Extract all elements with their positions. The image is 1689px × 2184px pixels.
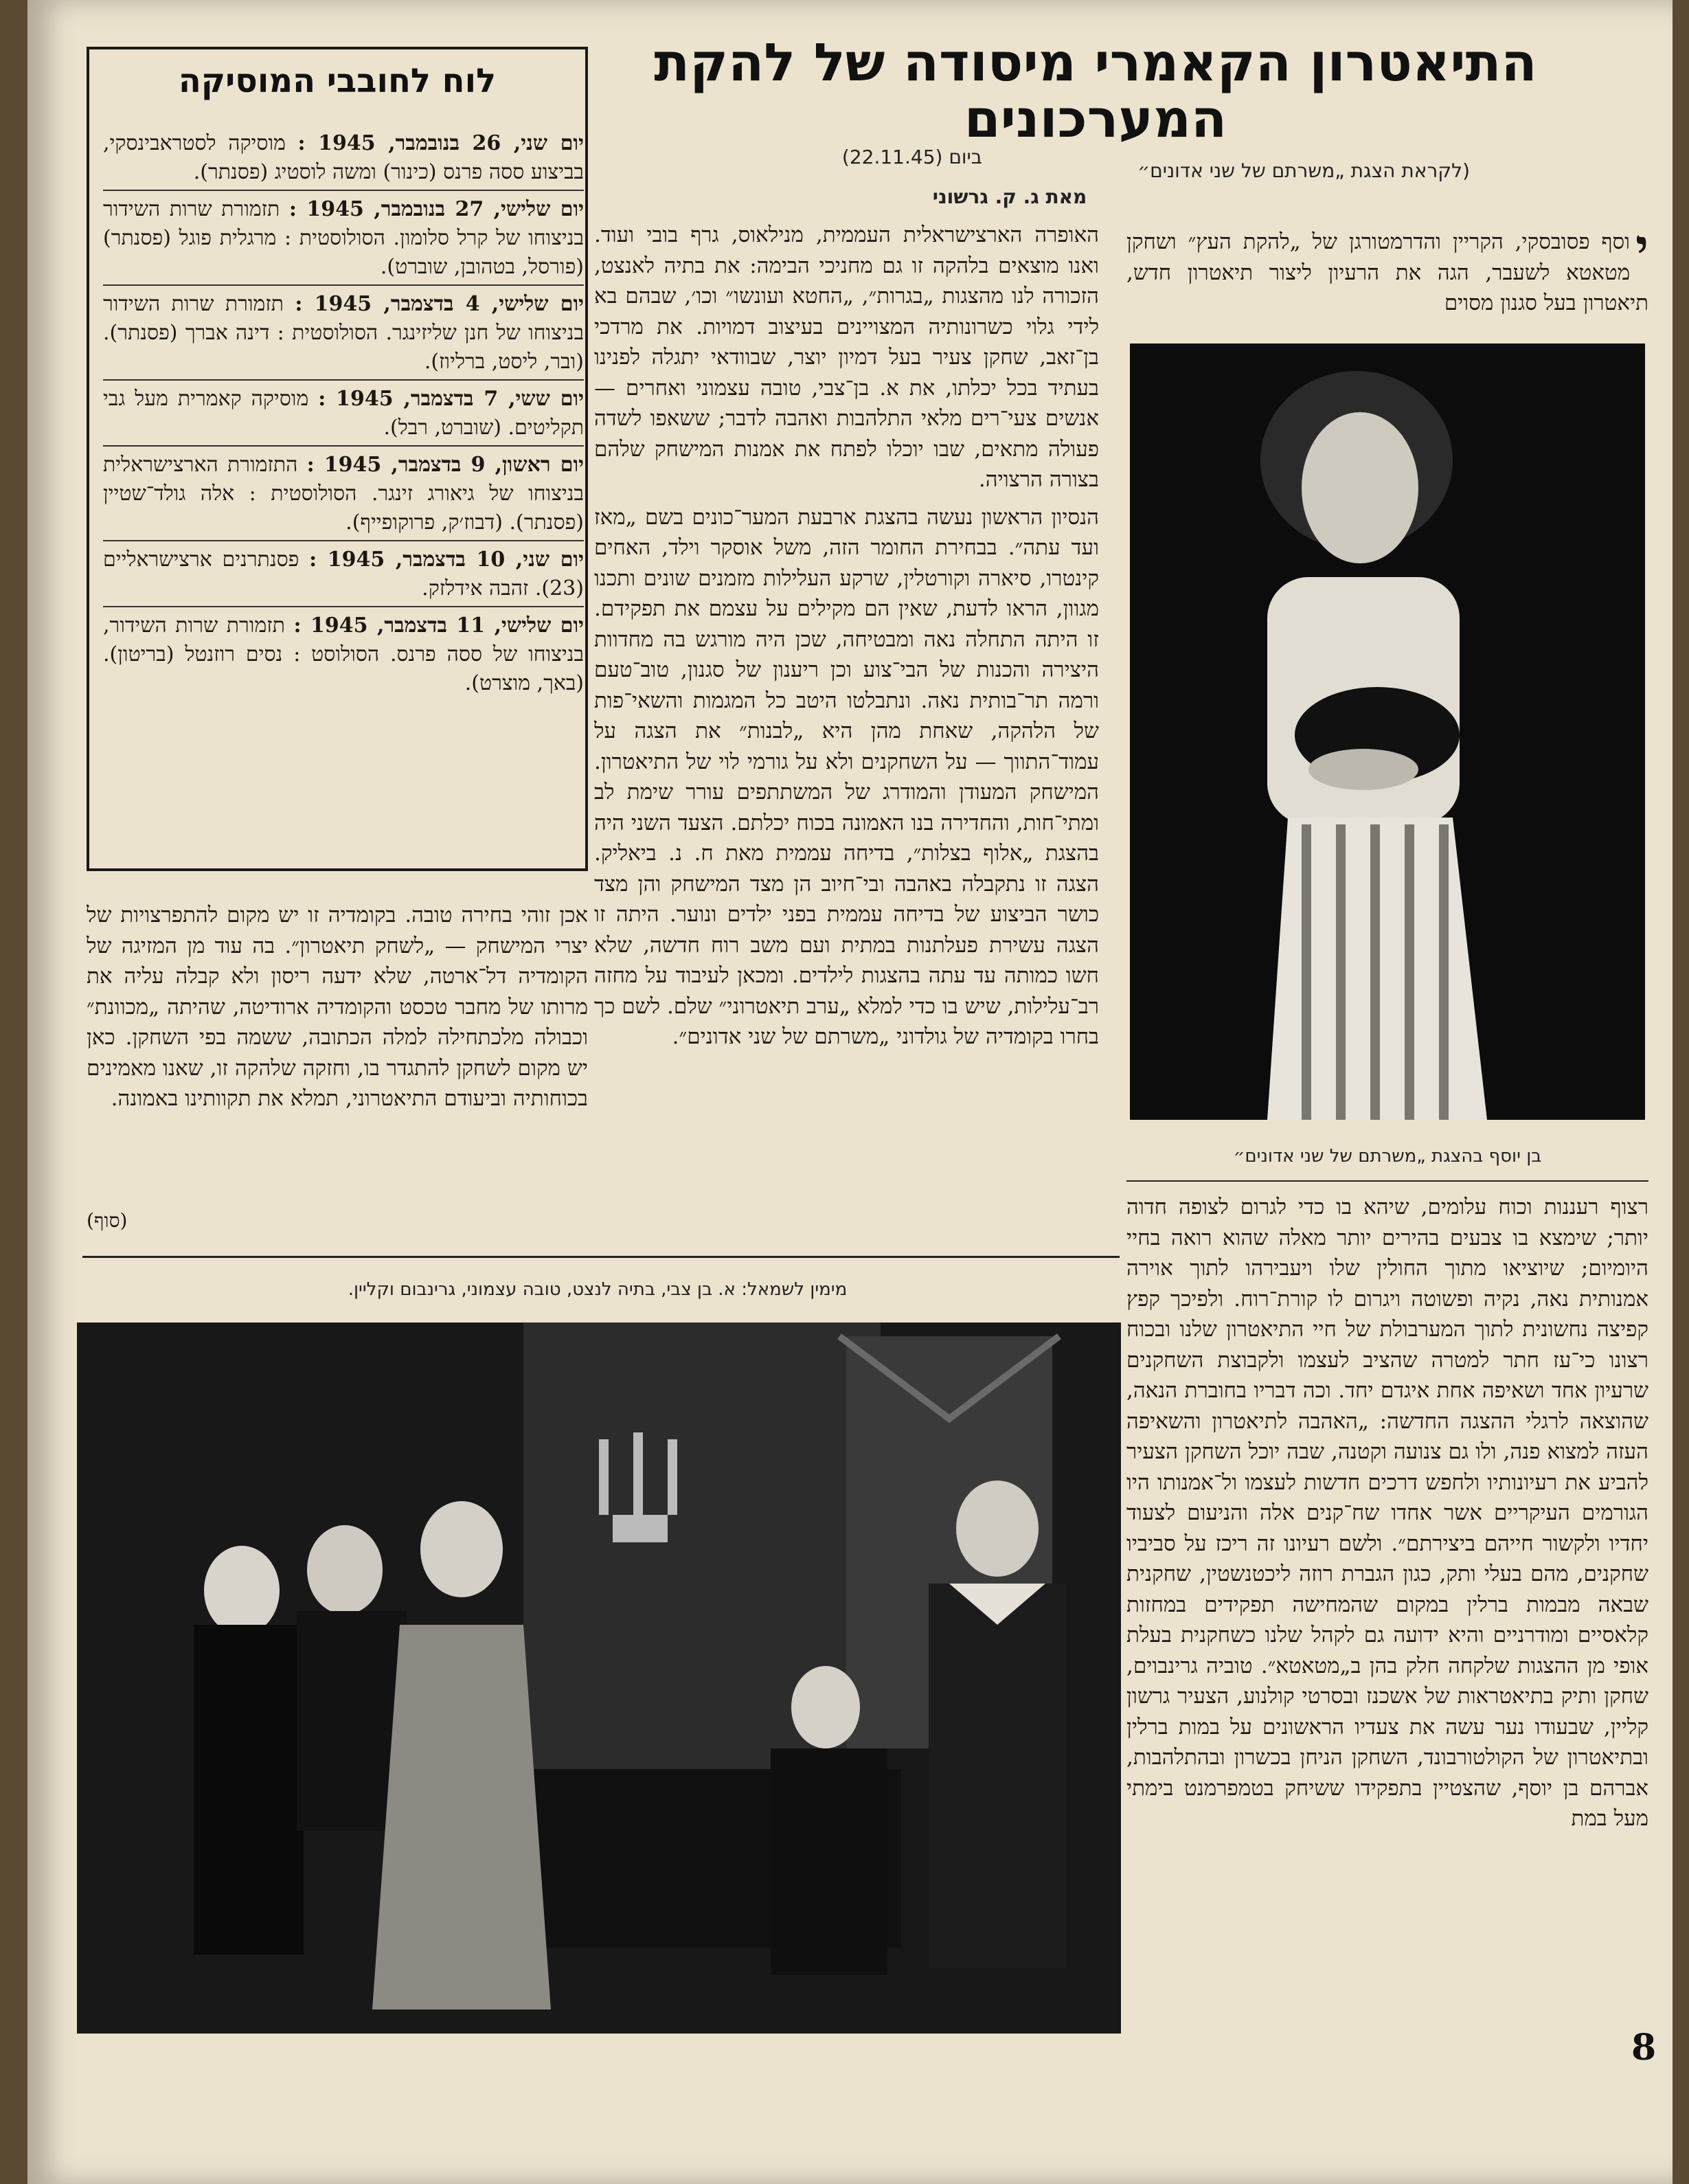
entry-date: יום שני, 26 בנובמבר, 1945 :: [297, 131, 584, 155]
entry-text: מוסיקה קאמרית מעל גבי תקליטים. (שוברט, רבל).: [103, 387, 584, 440]
entry-date: יום ששי, 7 בדצמבר, 1945 :: [318, 387, 584, 411]
dropcap: י: [1635, 227, 1648, 276]
actor-photo: [1130, 344, 1645, 1120]
schedule-entry: [103, 284, 584, 376]
article-left-column: אכן זוהי בחירה טובה. בקומדיה זו יש מקום להתפרצויות של יצרי המישחק — „לשחק תיאטרון״. בה עוד מן המזיגה של הקומדיה דל־ארטה, שלא ידעה ריסון ולא קבלה עליה את מרותו של מחבר טכסט והקומדיה ארודיטה, שהיתה „מכוונת״ וכבולה מלכתחילה למלה הכתובה, ששמה בפי השחקן. כאן יש מקום לשחקן להתגדר בו, וחזקה שלהקה זו, שאנו מאמינים בכוחותיה וביעודם התיאטרוני, תמלא את תקוותינו באמונה.: [87, 903, 588, 1111]
schedule-entry: [103, 379, 584, 442]
schedule-entry: [103, 445, 584, 537]
entry-date: יום שני, 10 בדצמבר, 1945 :: [309, 548, 584, 572]
stage-photo: [77, 1322, 1121, 2034]
schedule-entry: [103, 606, 584, 698]
entry-text: תזמורת שרות השידור, בניצוחו של ססה פרנס. הסולוסט : נסים רוזנטל (בריטון). (באך, מוצרט).: [103, 613, 584, 695]
paragraph: הנסיון הראשון נעשה בהצגת ארבעת המער־כונים בשם „מאז ועד עתה״. בבחירת החומר הזה, משל אוסקר וילד, האחים קינטרו, סיארה וקורטלין, שרקע העלילות מזמנים שונים ותכנו מגוון, הראו לדעת, שאין הם מקילים על עצמם את תפקידם. זו היתה התחלה נאה ומבטיחה, שכן היה מורגש בה מחדוות היצירה והכנות של הבי־צוע וכן ריענון של סגנון, טוב־טעם ורמה תר־בותית נאה. ונתבלטו היטב כל המגמות והשאי־פות של הלהקה, שאחת מהן היא „לבנות״ את הצגה על עמוד־התווך — על השחקנים ולא על גורמי לוי של התיאטרון. המישחק המעודן והמודרג של המשתתפים עורר שימת לב ומתי־חות, והחדירה בנו האמונה בכוח יכלתם. הצעד השני היה בהצגת „אלוף בצלות״, בדיחה עממית מאת ח. נ. ביאליק. הצגה זו נתקבלה באהבה ובי־חיוב הן מצד המישחק והן מצד כושר הביצוע של בדיחה עממית בפני ילדים ונוער. היתה זו הצגה עשירת פעלתנות במתית ועם משב רוח חדשה, שלא חשו כמותה עד עתה בהצגות לילדים. ומכאן לעיבוד על מחזה רב־עלילות, שיש בו כדי למלא „ערב תיאטרוני״ שלם. לשם כך בחרו בקומדיה של גולדוני „משרתם של שני אדונים״.: [594, 504, 1099, 1049]
page-number: 8: [1631, 2027, 1657, 2069]
entry-text: התזמורת הארצישראלית בניצוחו של גיאורג זינגר. הסולוסטית : אלה גולד־שטיין (פסנתר). (דבוז׳ק, פרוקופייף).: [103, 453, 584, 534]
paragraph: האופרה הארצישראלית העממית, מנילאוס, גרף בובי ועוד. ואנו מוצאים בלהקה זו גם מחניכי הבימה: את בתיה לאנצט, הזכורה לנו מהצגות „בגרות״, „החטא ועונשו״ וכו׳, שבהם בא לידי גלוי כשרונותיה המצויינים בעיצוב דמויות. את מרדכי בן־זאב, שחקן צעיר בעל דמיון יוצר, שבוודאי יתגלה לפנינו בעתיד בכל יכלתו, את א. בן־צבי, טובה עצמוני ואחרים — אנשים צעי־רים מלאי התלהבות ואהבה לדבר; ששאפו לשדה פעולה מתאים, שבו יוכלו לפתח את אמנות המישחק שלהם בצורה הרצויה.: [594, 223, 1099, 492]
stage-photo-caption: מימין לשמאל: א. בן צבי, בתיה לנצט, טובה עצמוני, גרינבום וקליין.: [348, 1279, 848, 1300]
bottom-rule: [82, 1256, 1120, 1258]
entry-date: יום שלישי, 4 בדצמבר, 1945 :: [295, 292, 584, 316]
byline: מאת ג. ק. גרשוני: [932, 185, 1087, 208]
magazine-page: [27, 0, 1673, 2184]
entry-date: יום ראשון, 9 בדצמבר, 1945 :: [306, 453, 584, 477]
box-title: לוח לחובבי המוסיקה: [178, 62, 497, 100]
schedule-entry: [103, 540, 584, 603]
headline: התיאטרון הקאמרי מיסודה של להקת המערכונים: [654, 32, 1537, 149]
actor-photo-illustration: [1130, 344, 1645, 1120]
entry-date: יום שלישי, 27 בנובמבר, 1945 :: [288, 197, 584, 221]
music-schedule-box: [87, 47, 588, 871]
actor-photo-caption: בן יוסף בהצגת „משרתם של שני אדונים״: [1233, 1146, 1542, 1167]
entry-text: פסנתרנים ארצישראליים (23). זהבה אידלזק.: [103, 548, 584, 600]
article-intro: [1126, 227, 1648, 340]
schedule-list: [103, 125, 584, 701]
caption-rule: [1126, 1180, 1648, 1182]
entry-text: תזמורת שרות השידור בניצוחו של קרל סלומון. הסולוסטית : מרגלית פוגל (פסנתר) (פורסל, בטהובן, שוברט).: [103, 197, 584, 279]
subtitle-right: (לקראת הצגת „משרתם של שני אדונים״: [1137, 159, 1470, 182]
intro-text: וסף פסובסקי, הקריין והדרמטורגן של „להקת העץ״ ושחקן מטאטא לשעבר, הגה את הרעיון ליצור תיאטרון חדש, תיאטרון בעל סגנון מסוים: [1126, 229, 1648, 315]
schedule-entry: [103, 190, 584, 282]
end-mark: (סוף): [87, 1209, 128, 1232]
article-middle-column: [594, 220, 1099, 1243]
schedule-entry: [103, 125, 584, 187]
entry-text: מוסיקה לסטראבינסקי, בביצוע ססה פרנס (כינור) ומשה לוסטיג (פסנתר).: [103, 131, 584, 184]
article-right-column: רצוף רעננות וכוח עלומים, שיהא בו כדי לגרום לצופה חדוה יותר; שימצא בו צבעים בהירים יותר מאלה שהוא רואה בחיי היומיום; שיוציאו מתוך החולין שלו ויעבירהו לתוך אוירה אמנותית נאה, נקיה ופשוטה ויגרום לו קורת־רוח. ולפיכך קפץ קפיצה נחשונית לתוך המערבולת של חיי התיאטרון שלנו ובכוח רצונו כי־עז חתר למטרה שהציב לעצמו ולקבוצת השחקנים שרעיון אחד ושאיפה אחת איגדם יחד. וכה דבריו בחוברת הנאה, שהוצאה לרגלי ההצגה החדשה: „האהבה לתיאטרון והשאיפה העזה למצוא פנה, ולו גם צנועה וקטנה, שבה יוכל השחקן הצעיר להביע את רעיונותיו ולחפש דרכים חדשות לעצמו ול־אמנותו היו הגורמים העיקריים אשר אחדו שח־קנים אלה והניעום לצעוד יחדיו ולקשור חייהם ביצירתם״. ולשם רעיונו זה ריכז על סביביו שחקנים, מהם בעלי ותק, כגון הגברת רוזה ליכטנשטין, שחקנית שבאה מבמות ברלין במקום שהמחישה תפקידים במחזות קלאסיים ומודרניים והיא ידועה גם לקהל שלנו כשחקנית בעלת אופי מן ההצגות שלקחה חלק בהן ב„מטאטא״. טוביה גרינבוים, שחקן ותיק בתיאטראות של אשכנז ובסרטי קולנוע, הצעיר גרשון קליין, שבעודו נער עשה את צעדיו הראשונים על במות ברלין ובתיאטרון של הקולטורבונד, השחקן הניחן בכשרון ובהתלהבות, אברהם בן יוסף, שהצטיין בתפקידו ששיחק בטמפרמנט בימתי מעל במת: [1126, 1195, 1648, 1831]
stage-photo-illustration: [77, 1322, 1121, 2034]
subtitle-left: ביום (22.11.45): [841, 146, 982, 168]
entry-date: יום שלישי, 11 בדצמבר, 1945 :: [293, 613, 584, 638]
entry-text: תזמורת שרות השידור בניצוחו של חנן שליזינגר. הסולוסטית : דינה אברך (פסנתר). (ובר, ליסט, ברליוז).: [103, 292, 584, 374]
